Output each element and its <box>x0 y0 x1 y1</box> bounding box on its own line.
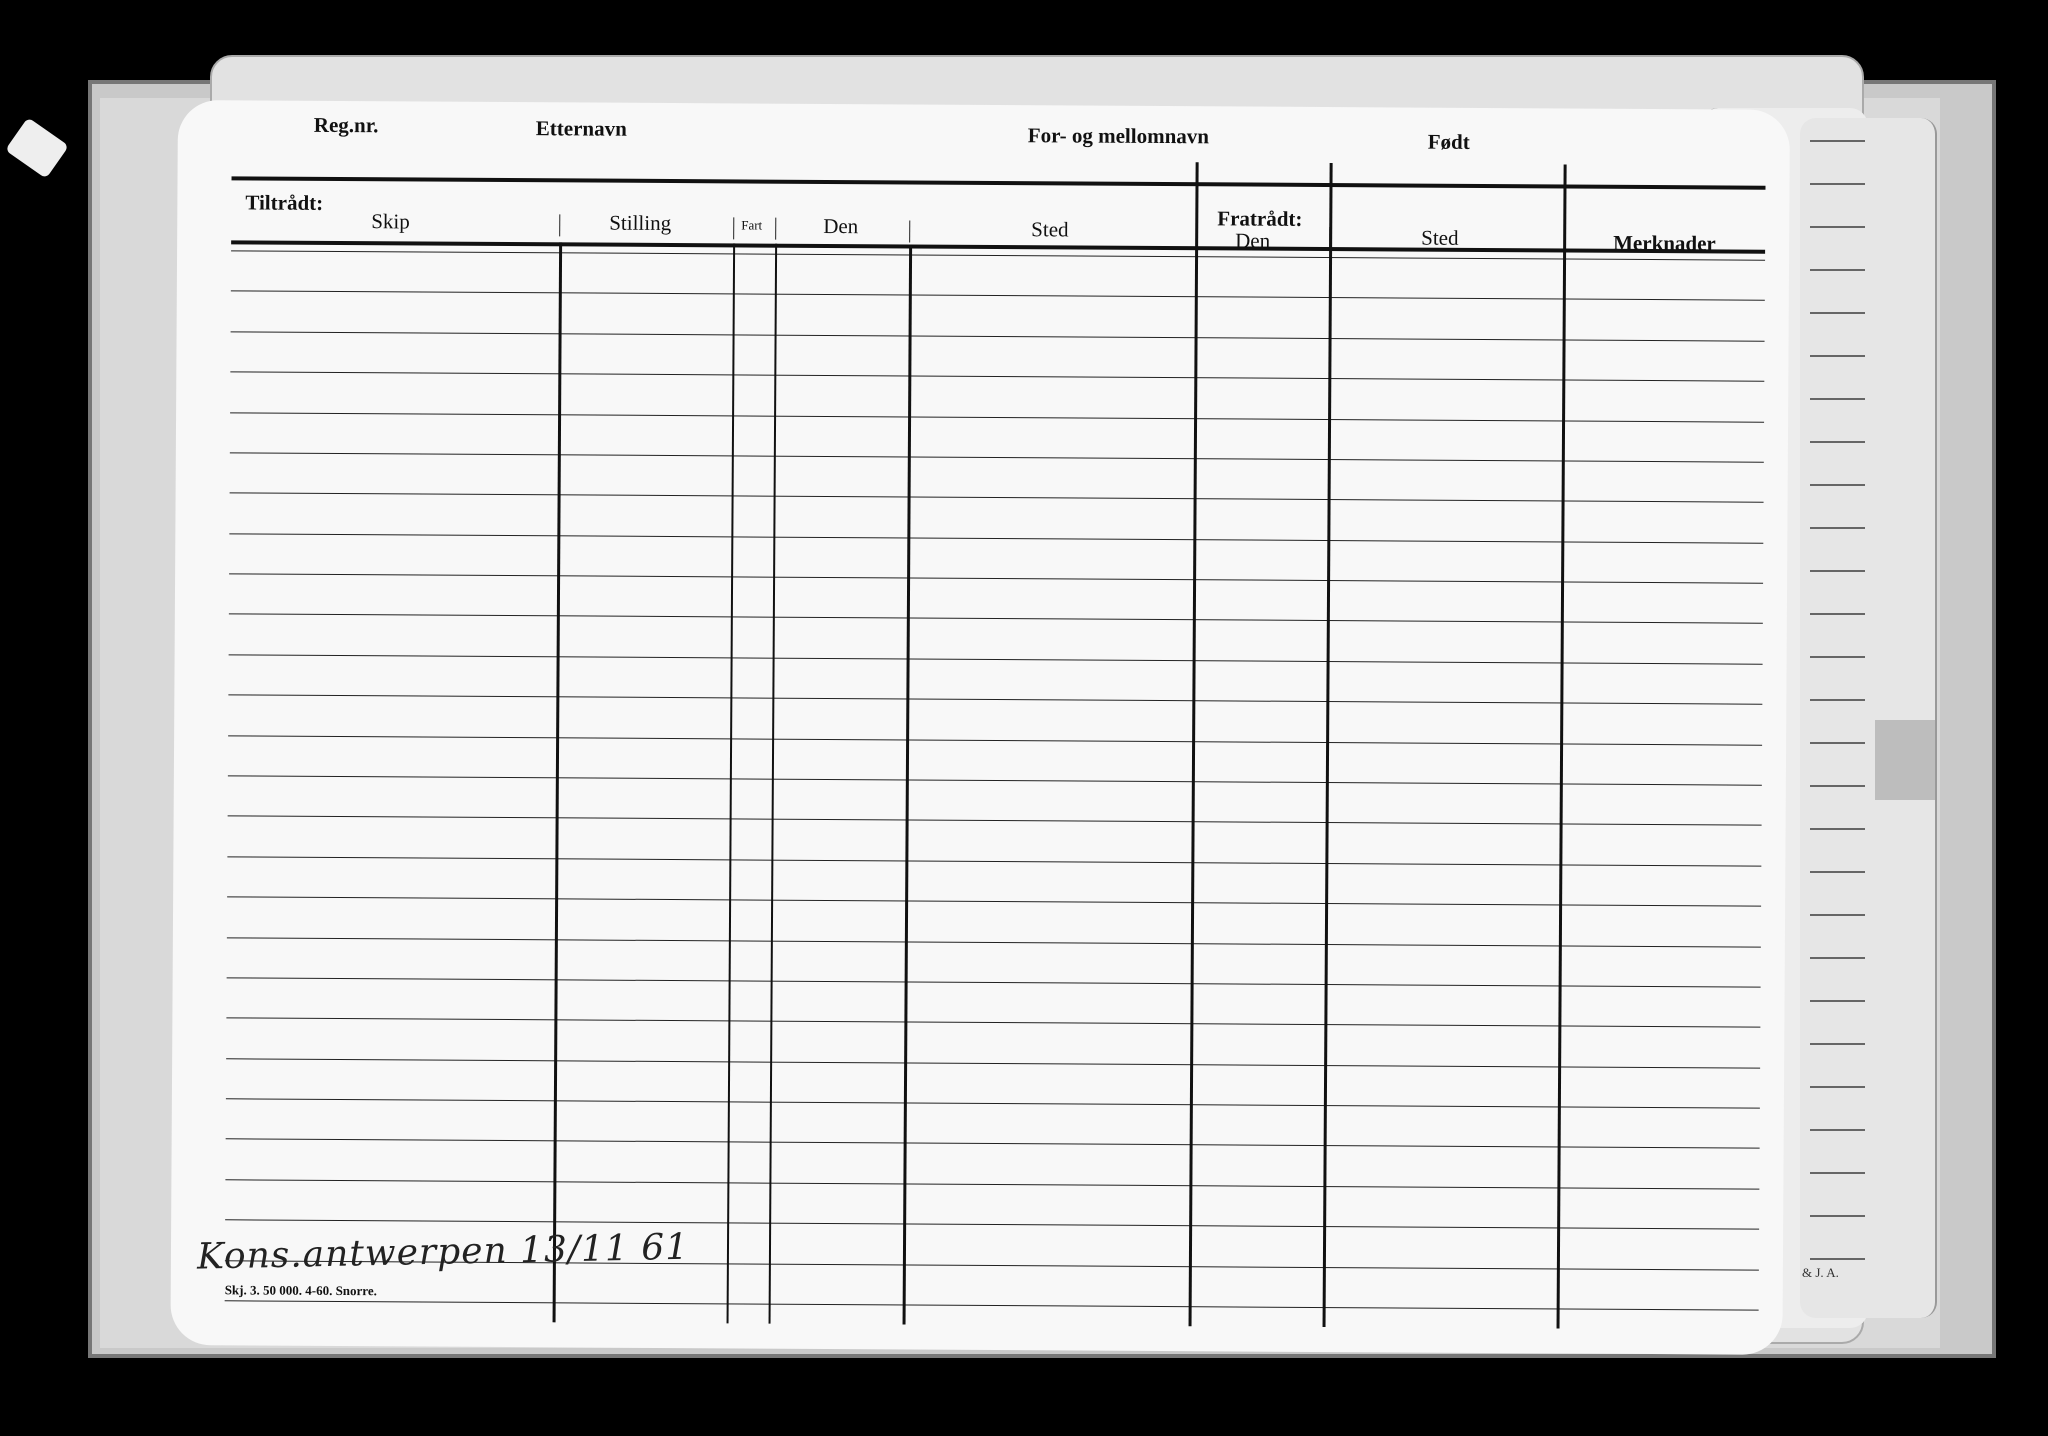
fodt-label: Født <box>1427 129 1470 154</box>
tiltradt-label: Tiltrådt: <box>245 190 324 215</box>
stub-line <box>1810 914 1865 916</box>
stub-line <box>1810 484 1865 486</box>
stub-line <box>1810 1215 1865 1217</box>
table-row-line <box>228 735 1762 745</box>
record-card <box>170 100 1790 1355</box>
stub-line <box>1810 785 1865 787</box>
table-row-line <box>230 493 1764 503</box>
stub-line <box>1810 1000 1865 1002</box>
col-merknader: Merknader <box>1613 230 1716 256</box>
ledger-grid <box>170 100 1790 1355</box>
table-row-line <box>225 1179 1759 1189</box>
stub-printer-mark: & J. A. <box>1802 1265 1839 1280</box>
col-fratradt-den: Den <box>1235 228 1271 253</box>
stub-line <box>1810 1086 1865 1088</box>
stub-line <box>1810 398 1865 400</box>
col-sted: Sted <box>1031 217 1069 242</box>
stub-ruled-lines <box>1810 140 1870 1290</box>
etternavn-label: Etternavn <box>535 116 627 141</box>
printer-note: Skj. 3. 50 000. 4-60. Snorre. <box>224 1282 377 1299</box>
table-row-line <box>229 573 1763 583</box>
col-stilling: Stilling <box>609 210 672 236</box>
stub-line <box>1810 140 1865 142</box>
table-row-line <box>231 291 1765 301</box>
table-row-line <box>226 1058 1760 1068</box>
fart-den-divider <box>769 244 778 1324</box>
table-row-line <box>227 856 1761 866</box>
skip-stilling-divider <box>553 242 563 1322</box>
stub-line <box>1810 226 1865 228</box>
table-row-line <box>229 654 1763 664</box>
paper-fragment <box>5 117 69 178</box>
handwritten-note: Kons.antwerpen 13/11 61 <box>196 1226 690 1278</box>
stub-line <box>1810 1129 1865 1131</box>
table-row-line <box>225 1220 1759 1230</box>
table-row-line <box>228 816 1762 826</box>
den-sted-divider <box>903 244 913 1324</box>
col-fart: Fart <box>741 217 763 233</box>
table-row-line <box>231 250 1765 260</box>
stub-line <box>1810 742 1865 744</box>
table-row-line <box>226 1139 1760 1149</box>
reg-nr-label: Reg.nr. <box>313 112 379 138</box>
stub-line <box>1810 828 1865 830</box>
table-row-line <box>230 371 1764 381</box>
stub-line <box>1810 312 1865 314</box>
table-row-line <box>227 937 1761 947</box>
stub-line <box>1810 656 1865 658</box>
table-row-line <box>226 1018 1760 1028</box>
col-fratradt-sted: Sted <box>1421 225 1459 250</box>
table-row-line <box>229 614 1763 624</box>
table-row-line <box>225 1300 1759 1310</box>
table-row-line <box>230 452 1764 462</box>
stub-line <box>1810 613 1865 615</box>
stub-line <box>1810 441 1865 443</box>
table-row-line <box>228 695 1762 705</box>
stub-line <box>1810 570 1865 572</box>
stub-line <box>1810 355 1865 357</box>
table-row-line <box>230 412 1764 422</box>
stub-line <box>1810 699 1865 701</box>
stilling-fart-divider <box>727 243 736 1323</box>
table-row-line <box>229 533 1763 543</box>
table-row-line <box>226 1098 1760 1108</box>
folder-tab-shadow <box>1875 720 1935 800</box>
stub-line <box>1810 269 1865 271</box>
fratradt-label: Fratrådt: <box>1217 206 1303 231</box>
stub-line <box>1810 871 1865 873</box>
col-skip: Skip <box>371 209 410 234</box>
stub-line <box>1810 957 1865 959</box>
table-row-line <box>231 331 1765 341</box>
stub-line <box>1810 1258 1865 1260</box>
table-row-line <box>227 977 1761 987</box>
stub-line <box>1810 1043 1865 1045</box>
table-row-line <box>228 775 1762 785</box>
stub-line <box>1810 1172 1865 1174</box>
stub-line <box>1810 183 1865 185</box>
stub-line <box>1810 527 1865 529</box>
for-og-mellomnavn-label: For- og mellomnavn <box>1027 123 1210 149</box>
col-den: Den <box>823 213 859 239</box>
table-row-line <box>227 896 1761 906</box>
